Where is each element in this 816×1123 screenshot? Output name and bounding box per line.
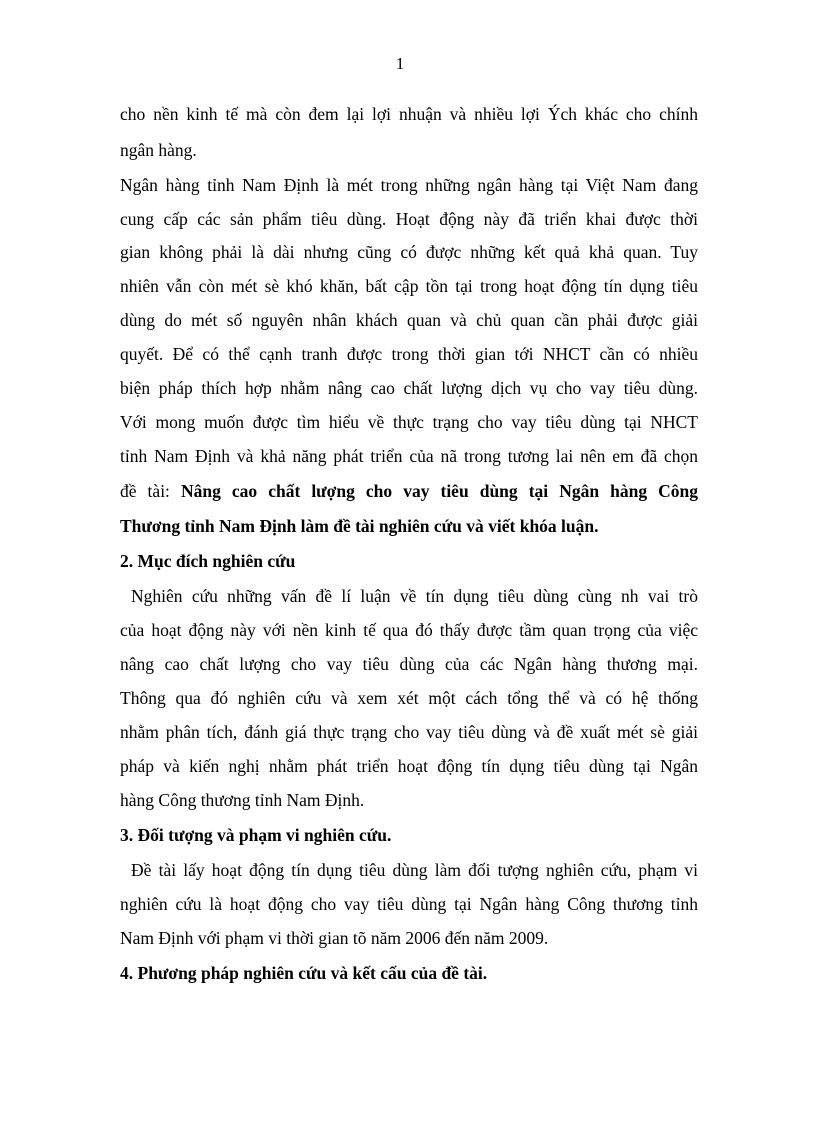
topic-title-part-2: Thương tỉnh Nam Định làm đề tài nghiên cứu và viết khóa luận. [120,516,599,536]
section-heading-4: 4. Phương pháp nghiên cứu và kết cấu của đề tài. [120,963,488,983]
paragraph-line: biện pháp thích hợp nhằm nâng cao chất lượng dịch vụ cho vay tiêu dùng. [120,378,698,398]
paragraph-line: Ngân hàng tỉnh Nam Định là mét trong những ngân hàng tại Việt Nam đang [120,175,698,195]
paragraph-line: ngân hàng. [120,140,197,160]
topic-prefix: đề tài: [120,481,181,501]
paragraph-line: pháp và kiến nghị nhằm phát triển hoạt động tín dụng tiêu dùng tại Ngân [120,756,698,776]
paragraph-line: dùng do mét số nguyên nhân khách quan và chủ quan cần phải được giải [120,310,698,330]
paragraph-line: quyết. Để có thể cạnh tranh được trong thời gian tới NHCT cần có nhiều [120,344,698,364]
section-heading-3: 3. Đối tượng và phạm vi nghiên cứu. [120,825,392,845]
paragraph-line: nghiên cứu là hoạt động cho vay tiêu dùng tại Ngân hàng Công thương tỉnh [120,894,698,914]
paragraph-line: hàng Công thương tỉnh Nam Định. [120,790,365,810]
topic-title-part-1: Nâng cao chất lượng cho vay tiêu dùng tại Ngân hàng Công [180,481,698,501]
topic-line [120,479,698,503]
paragraph-line: Nghiên cứu những vấn đề lí luận về tín dụng tiêu dùng cùng nh vai trò [131,586,698,606]
paragraph-line: nâng cao chất lượng cho vay tiêu dùng của các Ngân hàng thương mại. [120,654,698,674]
paragraph-line: của hoạt động này với nền kinh tế qua đó thấy được tầm quan trọng của việc [120,620,698,640]
paragraph-line: Nam Định với phạm vi thời gian tõ năm 2006 đến năm 2009. [120,928,549,948]
paragraph-line: gian không phải là dài nhưng cũng có được những kết quả khả quan. Tuy [120,242,698,262]
paragraph-line: nhiên vẫn còn mét sè khó khăn, bất cập tồn tại trong hoạt động tín dụng tiêu [120,276,698,296]
paragraph-line: Đề tài lấy hoạt động tín dụng tiêu dùng làm đối tượng nghiên cứu, phạm vi [131,860,698,880]
paragraph-line: nhằm phân tích, đánh giá thực trạng cho vay tiêu dùng và đề xuất mét sè giải [120,722,698,742]
paragraph-line: Với mong muốn được tìm hiểu về thực trạng cho vay tiêu dùng tại NHCT [120,412,698,432]
section-heading-2: 2. Mục đích nghiên cứu [120,551,296,571]
paragraph-line: cung cấp các sản phẩm tiêu dùng. Hoạt động này đã triển khai được thời [120,209,698,229]
paragraph-line: Thông qua đó nghiên cứu và xem xét một cách tổng thể và có hệ thống [120,688,698,708]
page-number: 1 [395,54,405,73]
paragraph-line: cho nền kinh tế mà còn đem lại lợi nhuận và nhiều lợi Ých khác cho chính [120,104,698,124]
paragraph-line: tỉnh Nam Định và khả năng phát triển của nã trong tương lai nên em đã chọn [120,446,698,466]
